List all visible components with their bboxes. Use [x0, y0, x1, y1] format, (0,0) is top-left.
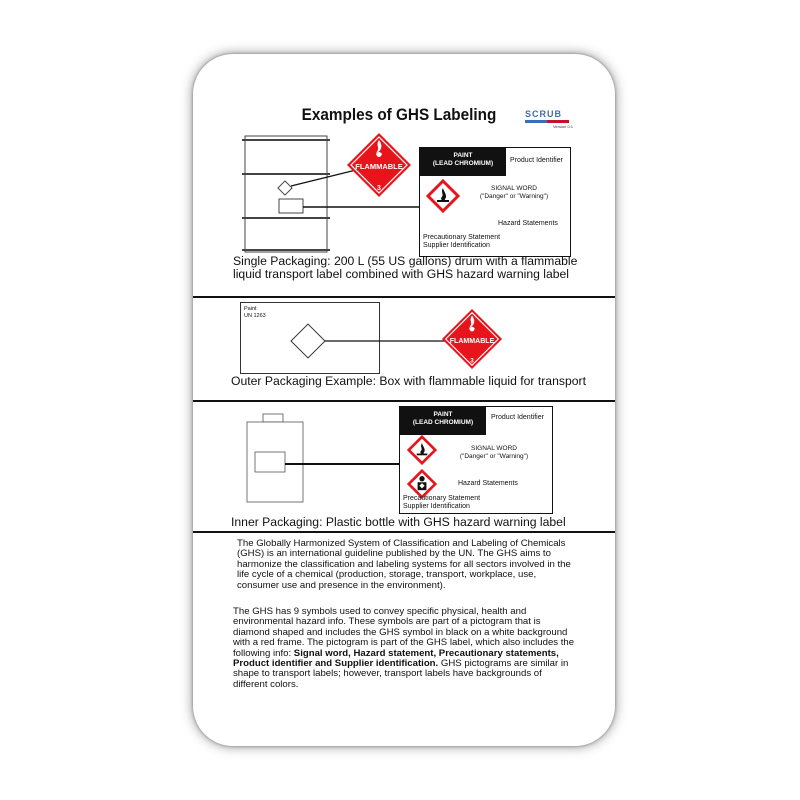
ghs-pictogram-flame-icon-2 — [407, 435, 437, 465]
supplier-identification-2: Supplier Identification — [403, 503, 470, 510]
signal-word — [460, 185, 568, 201]
ghs-symbols-paragraph — [233, 607, 578, 690]
logo-version: Version 0.1 — [552, 124, 573, 129]
hazard-statements-2: Hazard Statements — [458, 480, 518, 487]
signal-word-line1: SIGNAL WORD — [491, 185, 537, 192]
flammable-transport-label-2 — [441, 308, 503, 370]
single-packaging-caption: Single Packaging: 200 L (55 US gallons) drum with a flammable liquid transport label combined with GHS hazard warning label — [233, 254, 578, 281]
ghs-label-2 — [399, 406, 553, 514]
flammable-transport-label — [346, 132, 412, 198]
outer-box-line2: UN 1263 — [244, 313, 266, 319]
transport-class-number-2: 3 — [470, 357, 474, 365]
product-identifier: Product Identifier — [510, 157, 563, 164]
outer-packaging-caption: Outer Packaging Example: Box with flammable liquid for transport — [231, 374, 586, 388]
product-name-line1: PAINT — [453, 152, 473, 159]
precautionary-statement: Precautionary Statement — [423, 234, 501, 241]
signal-word-2-line2: ("Danger" or "Warning") — [459, 453, 529, 460]
ghs-intro-paragraph: The Globally Harmonized System of Classification and Labeling of Chemicals (GHS) is an international guideline published by the UN. The GHS aims to harmonize the classification and labeling systems for all sectors involved in the life cycle of a chemical (production, storage, transport, workplace, use, consumer use and presence in the environment). — [237, 538, 571, 591]
ghs-label-1 — [419, 147, 571, 257]
transport-label-text-2: FLAMMABLE — [449, 337, 495, 345]
p2-end: GHS pictograms are similar in shape to transport labels; however, transport labels have backgrounds of different colors. — [233, 658, 569, 690]
signal-word-2 — [440, 445, 548, 461]
product-name-line2: (LEAD CHROMIUM) — [432, 160, 494, 167]
product-name-line1-2: PAINT — [433, 411, 453, 418]
logo-text: SCRUB — [525, 109, 563, 119]
transport-label-text: FLAMMABLE — [355, 162, 403, 171]
product-name-header — [420, 148, 506, 176]
inner-packaging-caption: Inner Packaging: Plastic bottle with GHS hazard warning label — [231, 515, 566, 529]
inner-connector — [285, 463, 399, 465]
signal-word-2-line1: SIGNAL WORD — [471, 445, 517, 452]
outer-connector — [193, 294, 615, 384]
signal-word-line2: ("Danger" or "Warning") — [479, 193, 549, 200]
divider-2 — [193, 400, 615, 402]
page-title: Examples of GHS Labeling — [301, 105, 497, 124]
transport-class-number: 3 — [377, 185, 381, 192]
bottle-illustration — [245, 412, 305, 504]
outer-box-line1: Paint — [244, 306, 257, 312]
product-name-line2-2: (LEAD CHROMIUM) — [412, 419, 474, 426]
divider-3 — [193, 531, 615, 533]
ghs-reference-card — [193, 54, 615, 746]
ghs-pictogram-flame-icon — [426, 179, 460, 213]
product-identifier-2: Product Identifier — [491, 414, 544, 421]
supplier-identification: Supplier Identification — [423, 242, 490, 249]
hazard-statements: Hazard Statements — [498, 220, 558, 227]
product-name-header-2 — [400, 407, 486, 435]
p2-start: The GHS has 9 symbols used to convey specific physical, health and environmental hazard info. These symbols are part of a pictogram that is diamond shaped and includes the GHS symbol in black on a white background with a red frame. The pictogram is part of the GHS label, which also includes the following info: — [233, 606, 575, 659]
p2-bold: Signal word, Hazard statement, Precautionary statements, Product identifier and Supplier identification. — [233, 647, 559, 670]
precautionary-statement-2: Precautionary Statement — [403, 495, 481, 502]
